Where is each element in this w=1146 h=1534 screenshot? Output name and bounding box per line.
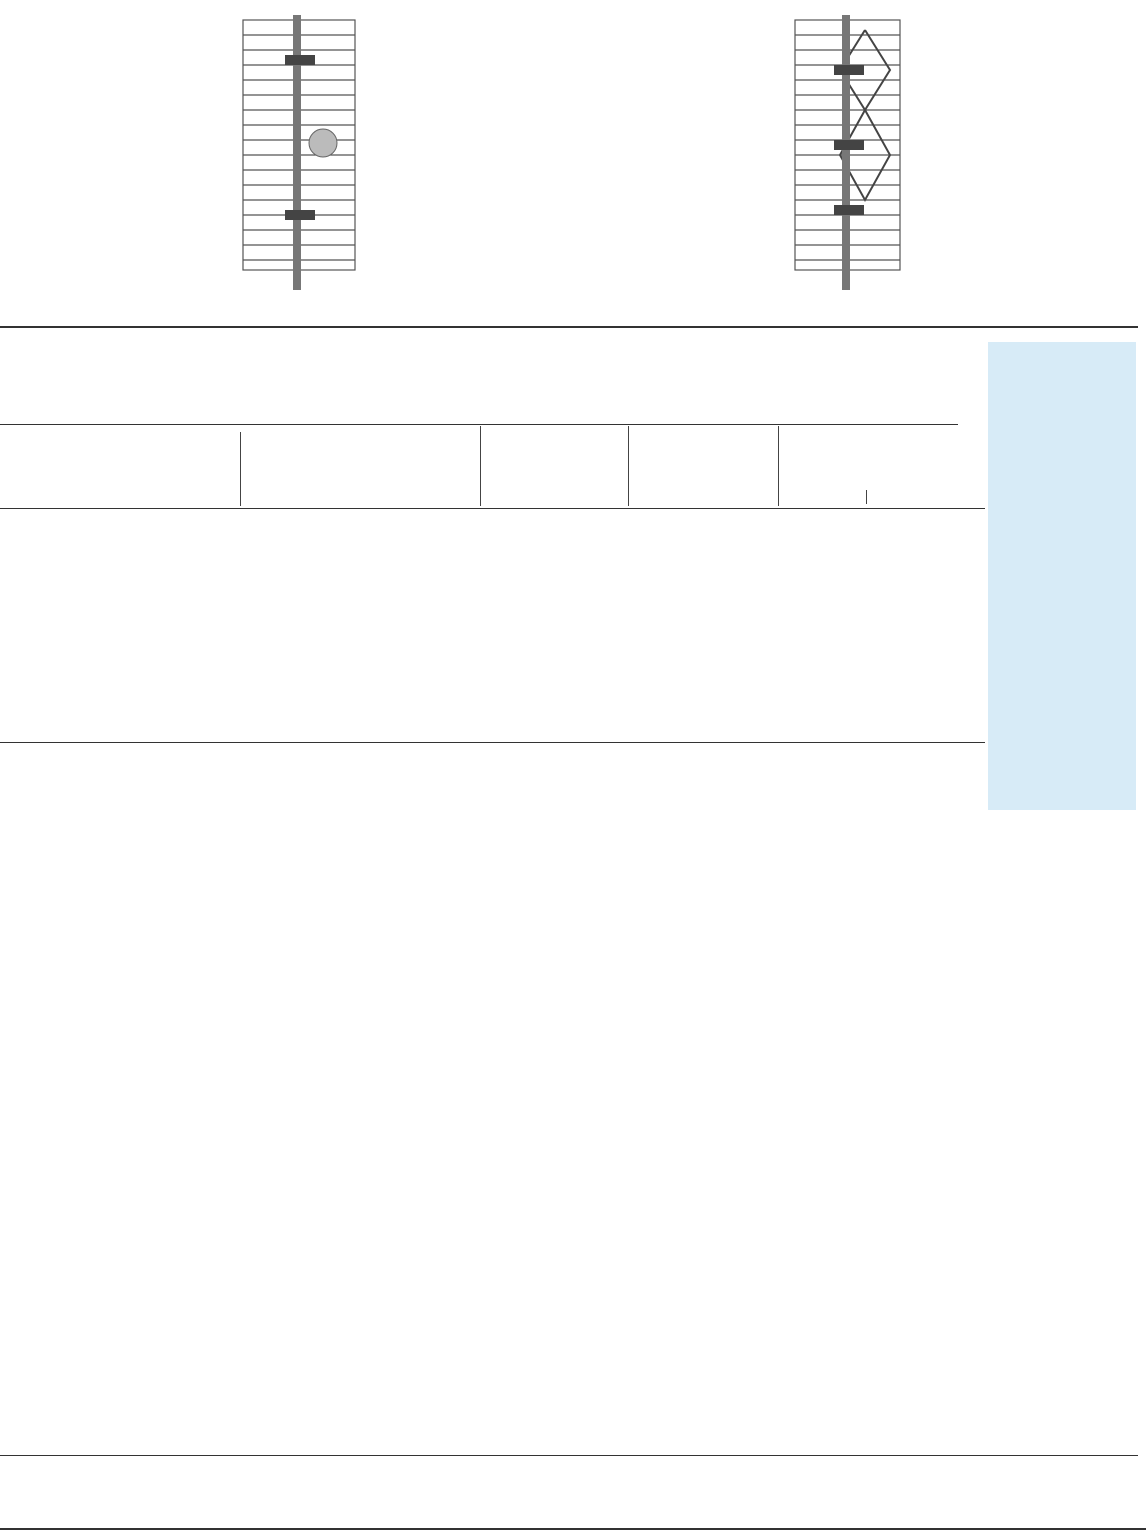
footer-rule (0, 1455, 1138, 1456)
header-bottom-rule (0, 508, 985, 509)
col-dimension-header (482, 430, 628, 458)
header-separator (240, 432, 241, 506)
top-rule (0, 326, 1138, 328)
header-separator (480, 426, 481, 506)
header-separator (628, 426, 629, 506)
pu4-p54-antenna-image (790, 15, 905, 290)
col-package-header (780, 430, 956, 458)
header-separator (778, 426, 779, 506)
item-code-column (988, 342, 1136, 810)
col-gain-header (252, 430, 352, 458)
header-top-rule (0, 424, 958, 425)
header-separator (866, 490, 867, 504)
section2-table-rule (0, 742, 985, 743)
pu4a-antenna-image (235, 15, 365, 290)
bottom-rule (0, 1528, 1146, 1530)
col-bandwidth-header (122, 430, 240, 458)
